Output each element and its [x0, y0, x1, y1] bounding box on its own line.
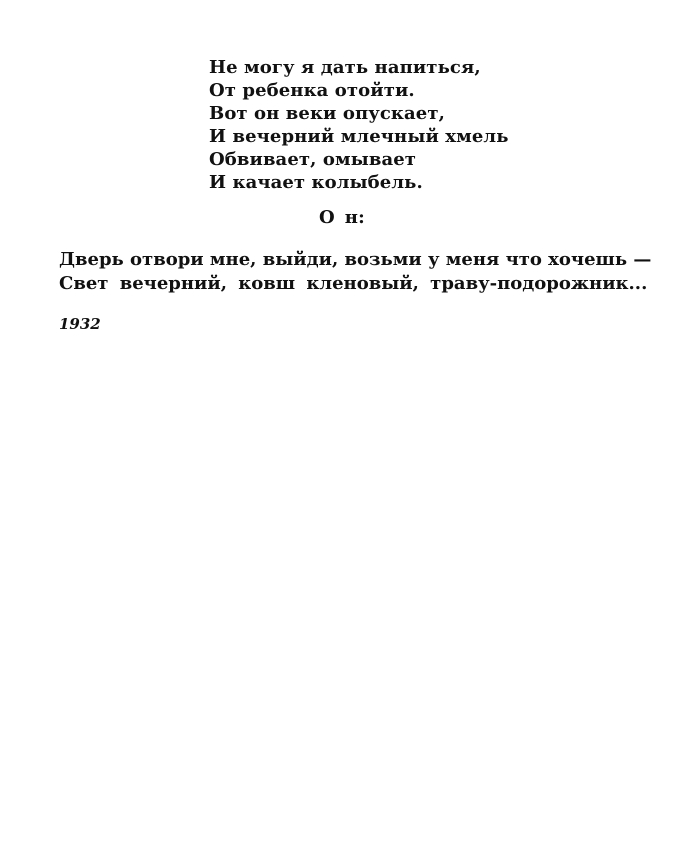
speaker-heading	[0, 207, 684, 228]
closing-line: Дверь отвори мне, выйди, возьми у меня что хочешь —	[59, 249, 652, 270]
speaker-initial: О	[319, 207, 345, 228]
poem-date: 1932	[59, 315, 101, 333]
stanza-line: Не могу я дать напиться,	[209, 57, 481, 78]
stanza-line: Вот он веки опускает,	[209, 103, 445, 124]
poem-stanza	[209, 56, 509, 194]
stanza-line: И качает колыбель.	[209, 172, 423, 193]
closing-line: Свет вечерний, ковш кленовый, траву-подорожник...	[59, 273, 648, 294]
stanza-line: От ребенка отойти.	[209, 80, 415, 101]
stanza-line: Обвивает, омывает	[209, 149, 417, 170]
stanza-line: И вечерний млечный хмель	[209, 126, 509, 147]
speaker-rest: н:	[344, 207, 365, 228]
closing-lines	[59, 248, 651, 296]
